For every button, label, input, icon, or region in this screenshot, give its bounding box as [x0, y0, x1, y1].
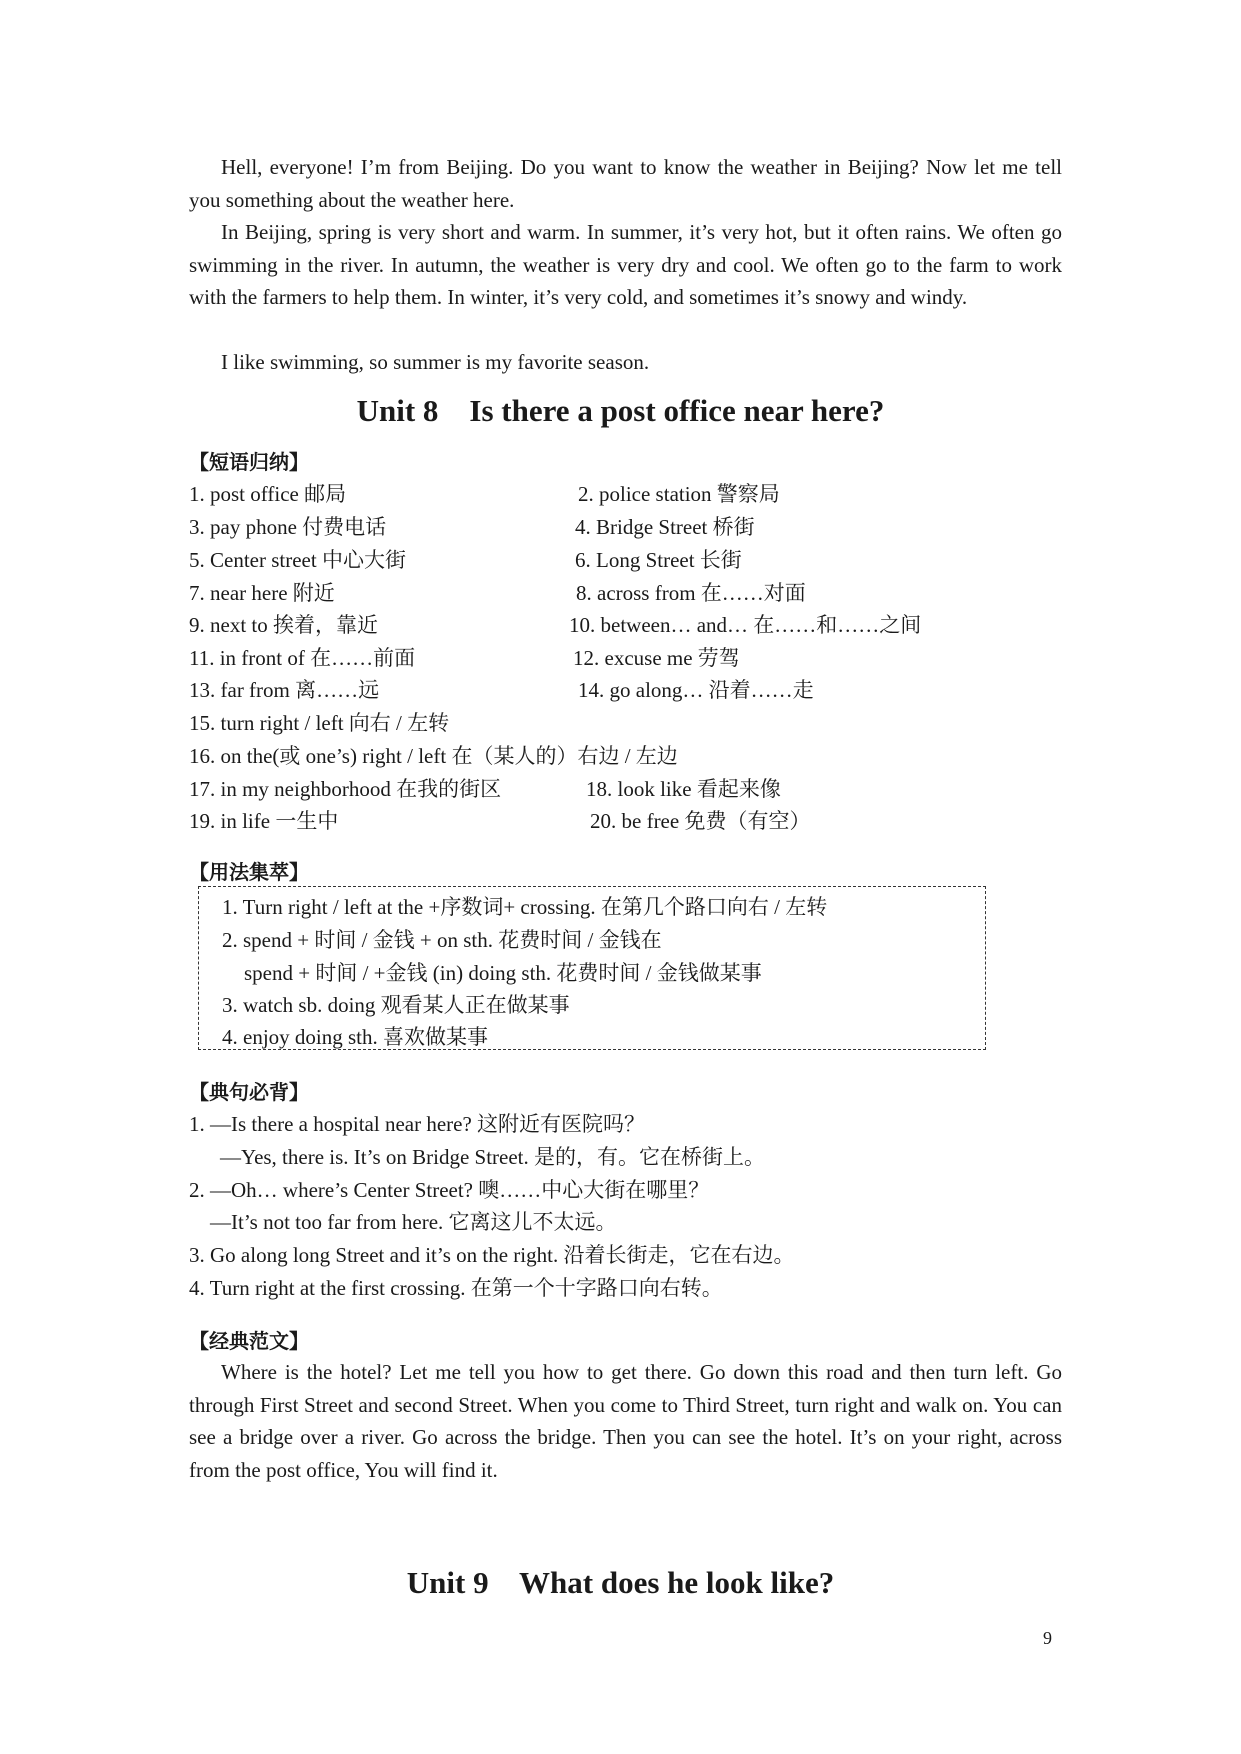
phrase-item: 9. next to 挨着，靠近 — [189, 613, 378, 637]
phrase-item: 4. Bridge Street 桥街 — [575, 515, 755, 539]
phrase-item: 13. far from 离……远 — [189, 678, 380, 702]
phrase-item: 18. look like 看起来像 — [586, 777, 781, 801]
intro-paragraph-1: Hell, everyone! I’m from Beijing. Do you want to know the weather in Beijing? Now let me tell you something about the weather here. — [189, 155, 1062, 212]
phrase-item: 7. near here 附近 — [189, 581, 335, 605]
phrase-item: 1. post office 邮局 — [189, 482, 347, 506]
phrase-item: 5. Center street 中心大街 — [189, 548, 406, 572]
sentence-line: 1. —Is there a hospital near here? 这附近有医院吗？ — [189, 1112, 646, 1136]
phrase-item: 17. in my neighborhood 在我的街区 — [189, 777, 502, 801]
unit8-title: Unit 8 Is there a post office near here? — [356, 393, 885, 428]
usage-line: 3. watch sb. doing 观看某人正在做某事 — [222, 993, 570, 1017]
phrase-item: 12. excuse me 劳驾 — [573, 646, 740, 670]
essay-heading: 【经典范文】 — [189, 1329, 309, 1353]
intro-paragraph-2: In Beijing, spring is very short and warm. In summer, it’s very hot, but it often rains. We often go swimming in the river. In autumn, the weather is very dry and cool. We often go to the farm to work with the farmers to help them. In winter, it’s very cold, and sometimes it’s snowy and windy. — [189, 220, 1062, 309]
unit9-title: Unit 9 What does he look like? — [406, 1565, 835, 1600]
phrase-item: 8. across from 在……对面 — [576, 581, 806, 605]
sentence-line: —It’s not too far from here. 它离这儿不太远。 — [210, 1210, 617, 1234]
usage-line: 4. enjoy doing sth. 喜欢做某事 — [222, 1025, 488, 1049]
sentences-heading: 【典句必背】 — [189, 1080, 309, 1104]
sentence-line: 2. —Oh… where’s Center Street? 噢……中心大街在哪里？ — [189, 1178, 710, 1202]
phrase-item: 3. pay phone 付费电话 — [189, 515, 387, 539]
phrase-item: 10. between… and… 在……和……之间 — [569, 613, 922, 637]
usage-line: spend + 时间 / +金钱 (in) doing sth. 花费时间 / 金钱做某事 — [244, 961, 762, 985]
intro-paragraph-3: I like swimming, so summer is my favorite season. — [221, 350, 650, 374]
phrase-item: 15. turn right / left 向右 / 左转 — [189, 711, 450, 735]
phrase-item: 16. on the(或 one’s) right / left 在（某人的）右边 / 左边 — [189, 744, 678, 768]
phrase-item: 14. go along… 沿着……走 — [578, 678, 814, 702]
phrase-item: 19. in life 一生中 — [189, 809, 339, 833]
phrase-item: 2. police station 警察局 — [578, 482, 780, 506]
page-number: 9 — [1043, 1628, 1052, 1648]
sentence-line: 3. Go along long Street and it’s on the right. 沿着长街走，它在右边。 — [189, 1243, 795, 1267]
usage-line: 2. spend + 时间 / 金钱 + on sth. 花费时间 / 金钱在 — [222, 928, 662, 952]
essay-paragraph: Where is the hotel? Let me tell you how to get there. Go down this road and then turn left. Go through First Street and second Street. When you come to Third Street, turn right and walk on. You can see a bridge over a river. Go across the bridge. Then you can see the hotel. It’s on your right, across from the post office, You will find it. — [189, 1360, 1062, 1482]
phrases-heading: 【短语归纳】 — [189, 450, 309, 474]
usage-heading: 【用法集萃】 — [189, 860, 309, 884]
sentence-line: —Yes, there is. It’s on Bridge Street. 是的，有。它在桥街上。 — [220, 1145, 766, 1169]
usage-line: 1. Turn right / left at the +序数词+ crossing. 在第几个路口向右 / 左转 — [222, 895, 828, 919]
phrase-item: 20. be free 免费（有空） — [590, 809, 811, 833]
usage-box — [198, 886, 986, 1050]
phrase-item: 11. in front of 在……前面 — [189, 646, 416, 670]
sentence-line: 4. Turn right at the first crossing. 在第一个十字路口向右转。 — [189, 1276, 723, 1300]
phrase-item: 6. Long Street 长街 — [575, 548, 742, 572]
